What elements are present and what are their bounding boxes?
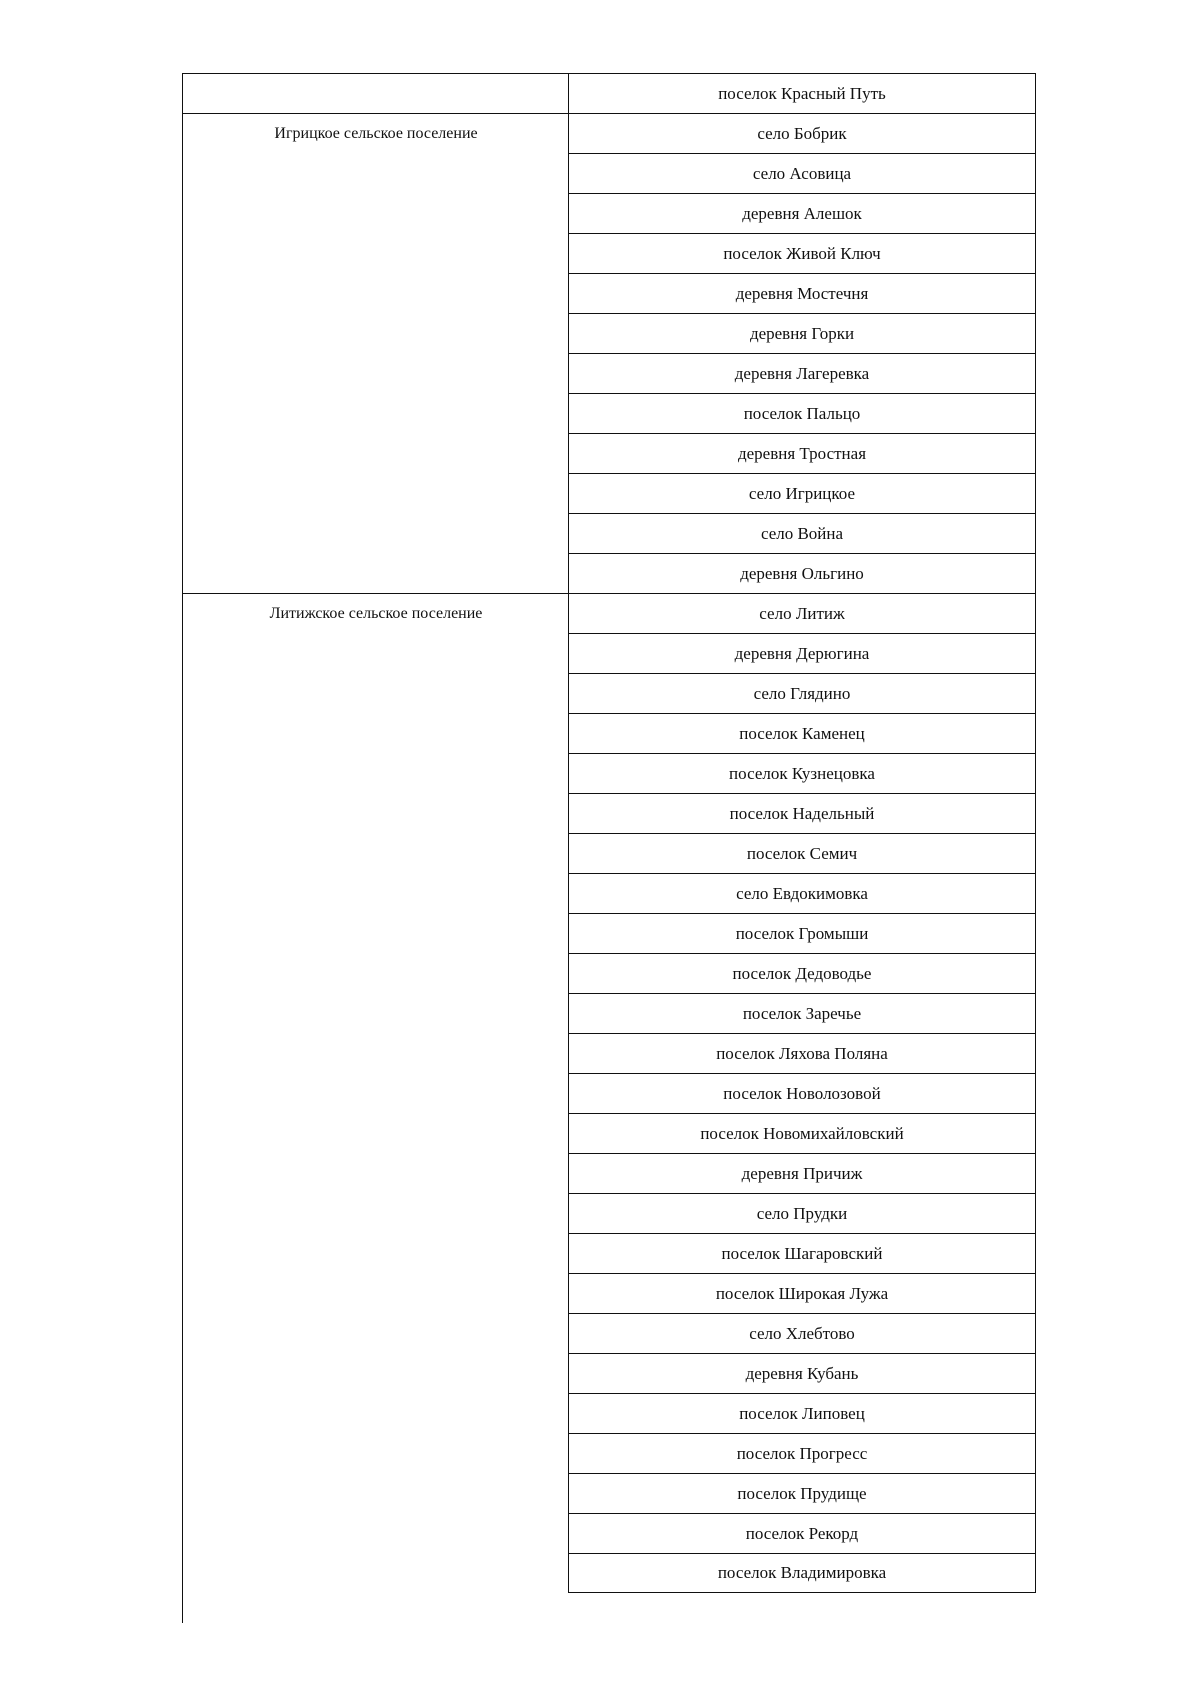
settlement-group-cell	[183, 593, 569, 1593]
settlement-row: село Хлебтово	[568, 1313, 1036, 1353]
settlement-row: деревня Ольгино	[568, 553, 1036, 593]
settlement-row: поселок Широкая Лужа	[568, 1273, 1036, 1313]
settlement-name-column	[568, 73, 1036, 1593]
settlement-row: поселок Прогресс	[568, 1433, 1036, 1473]
settlement-row: село Евдокимовка	[568, 873, 1036, 913]
settlement-group-label: Игрицкое сельское поселение	[274, 125, 478, 142]
settlement-row: деревня Причиж	[568, 1153, 1036, 1193]
settlement-row: поселок Владимировка	[568, 1553, 1036, 1593]
settlement-row: деревня Алешок	[568, 193, 1036, 233]
settlement-row: деревня Горки	[568, 313, 1036, 353]
settlement-group-cell	[183, 73, 569, 113]
settlement-row: село Прудки	[568, 1193, 1036, 1233]
settlement-row: село Бобрик	[568, 113, 1036, 153]
settlement-row: село Глядино	[568, 673, 1036, 713]
settlement-row: поселок Кузнецовка	[568, 753, 1036, 793]
settlement-row: поселок Ляхова Поляна	[568, 1033, 1036, 1073]
settlement-row: поселок Липовец	[568, 1393, 1036, 1433]
settlement-row: поселок Громыши	[568, 913, 1036, 953]
settlement-row: поселок Семич	[568, 833, 1036, 873]
settlement-group-label: Литижское сельское поселение	[269, 605, 483, 622]
settlement-row: село Асовица	[568, 153, 1036, 193]
settlement-group-label	[183, 74, 569, 85]
settlement-row: село Литиж	[568, 593, 1036, 633]
settlement-row: поселок Каменец	[568, 713, 1036, 753]
settlement-row: деревня Мостечня	[568, 273, 1036, 313]
settlements-table	[182, 73, 1038, 1623]
settlement-group-column	[182, 73, 569, 1623]
settlement-row: поселок Рекорд	[568, 1513, 1036, 1553]
settlement-row: поселок Новолозовой	[568, 1073, 1036, 1113]
settlement-row: поселок Красный Путь	[568, 73, 1036, 113]
settlement-row: деревня Лагеревка	[568, 353, 1036, 393]
settlement-group-cell	[183, 113, 569, 593]
settlement-row: поселок Пальцо	[568, 393, 1036, 433]
settlement-row: деревня Кубань	[568, 1353, 1036, 1393]
settlement-row: поселок Заречье	[568, 993, 1036, 1033]
settlement-row: поселок Новомихайловский	[568, 1113, 1036, 1153]
settlement-row: поселок Дедоводье	[568, 953, 1036, 993]
settlement-row: поселок Живой Ключ	[568, 233, 1036, 273]
settlement-row: село Игрицкое	[568, 473, 1036, 513]
settlement-row: поселок Прудище	[568, 1473, 1036, 1513]
settlement-row: деревня Дерюгина	[568, 633, 1036, 673]
settlement-row: деревня Тростная	[568, 433, 1036, 473]
settlement-row: село Война	[568, 513, 1036, 553]
settlement-row: поселок Надельный	[568, 793, 1036, 833]
settlement-row: поселок Шагаровский	[568, 1233, 1036, 1273]
